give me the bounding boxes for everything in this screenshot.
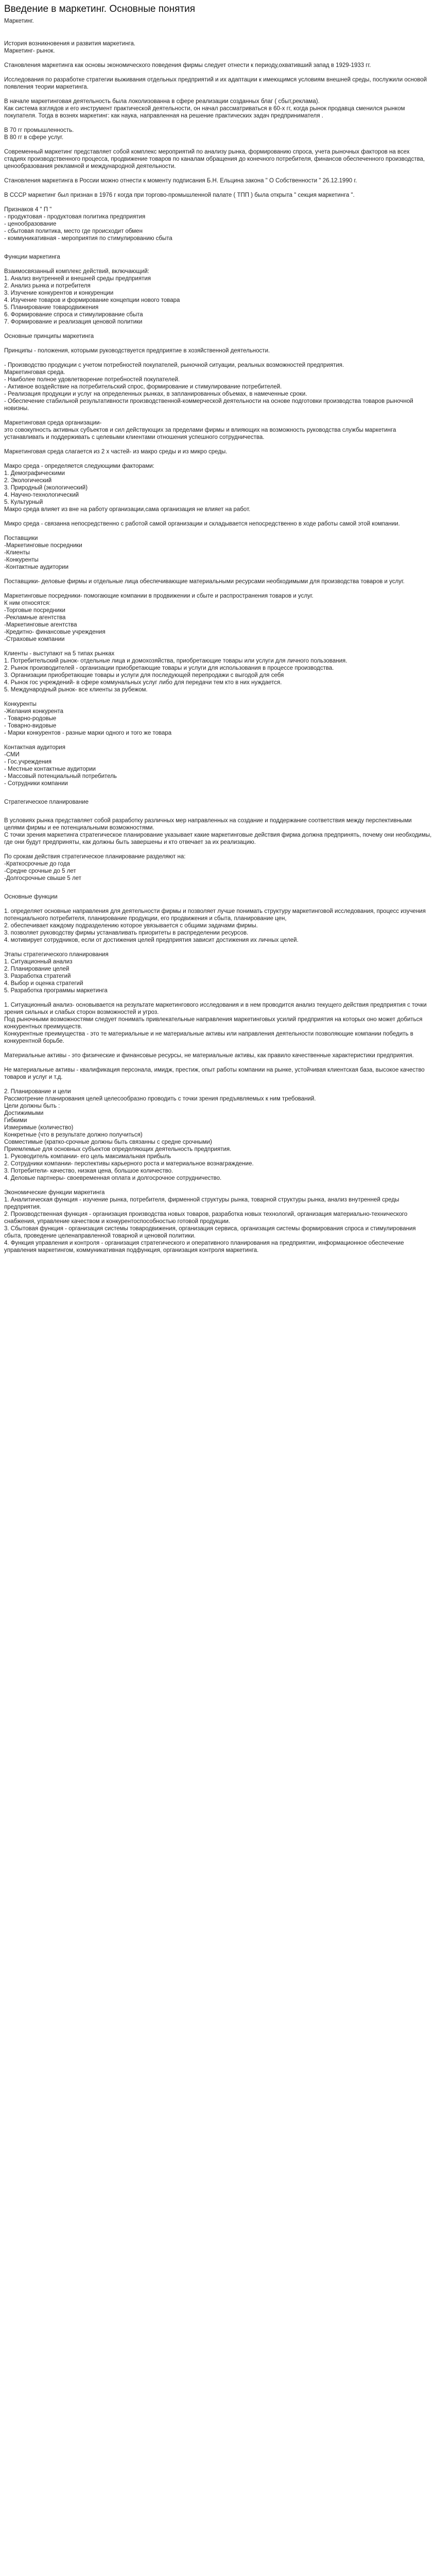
text-block: 2. Планирование и цели Рассмотрение планирования целей целесообразно проводить с точки зрения предъявляемых к ним требований. Цели должны быть : Достижимыми Гибкими Измеримые (количество) Конкретные (что в результате должно получиться) Совместимые (кратко-срочные должны быть связанны с средне срочными) Приемлемые для основных субъектов определяющих деятельность предприятия. 1. Руководитель компании- его цель максимальная прибыль 2. Сотрудники компании- перспективы карьерного роста и материальное вознаграждение. 3. Потребители- качество, низкая цена, большое количество. 4. Деловые партнеры- своевременная оплата и долгосрочное сотрудничество. — [4, 1089, 316, 1181]
text-block: Стратегическое планирование — [4, 799, 89, 805]
page-title: Введение в маркетинг. Основные понятия — [4, 4, 195, 14]
text-block: Функции маркетинга — [4, 254, 60, 260]
text-block: Исследования по разработке стратегии выживания отдельных предприятий и их адаптации к имеющимся условиям внешней среды, послужили основой появления теории маркетинга. — [4, 77, 427, 90]
text-block: Микро среда - связанна непосредственно с работой самой организации и складывается непосредственно в ходе работы самой этой компании. — [4, 521, 400, 527]
text-block: Признаков 4 " П " - продуктовая - продуктовая политика предприятия - ценообразование - сбытовая политика, место где происходит обмен - коммуникативная - мероприятия по стимулированию сбыта — [4, 207, 172, 242]
text-block: Принципы - положения, которыми руководствуется предприятие в хозяйственной деятельности. — [4, 348, 270, 354]
text-block: Современный маркетинг представляет собой комплекс мероприятий по анализу рынка, формированию спроса, учета рыночных факторов на всех стадиях производственного процесса, продвижение товаров по каналам обращения до конечного потребителя, финансов обеспеченного производства, ценообразования рекламной и международной деятельности. — [4, 149, 425, 170]
text-block: 1. определяет основные направления для деятельности фирмы и позволяет лучше понимать структуру маркетинговой исследования, процесс изучения потенциального потребителя, планирование продукции, его продвижения и сбыта, планирование цен, 2. обеспечивает каждому подразделению которое увязывается с общими задачами фирмы. 3. позволяет руководству фирмы устанавливать приоритеты в распределении ресурсов. 4. мотивирует сотрудников, если от достижения целей предприятия зависит достижения их личных целей. — [4, 908, 426, 943]
text-block: В начале маркетинговая деятельность была локолизованна в сфере реализации созданных благ ( сбыт,реклама). Как система взглядов и его инструмент практической деятельности, он начал рассматриваться в 60-х гг, когда рынок продавца сменился рынком покупателя. Тогда в вознях маркетинг: как наука, направленная на решение практических задач предпринимателя . — [4, 98, 405, 119]
text-block: По срокам действия стратегическое планирование разделяют на: -Краткосрочные до года -Средне срочные до 5 лет -Долгосрочные свыше 5 лет — [4, 854, 186, 882]
text-block: В 70 гг промышленность. В 80 гг в сфере услуг. — [4, 127, 74, 141]
text-block: История возникновения и развития маркетинга. Маркетинг- рынок. — [4, 41, 136, 54]
text-block: Становления маркетинга в России можно отнести к моменту подписания Б.Н. Ельцина закона " О Собственности " 26.12.1990 г. — [4, 178, 357, 184]
text-block: Маркетинговые посредники- помогающие компании в продвижении и сбыте и распространения товаров и услуг. К ним относятся: -Торговые посредники -Рекламные агентства -Маркетинговые агентства -Кредитно- финансовые учреждения -Страховые компании — [4, 593, 313, 642]
text-block: Взаимосвязанный комплекс действий, включающий: 1. Анализ внутренней и внешней среды предприятия 2. Анализ рынка и потребителя 3. Изучение конкурентов и конкуренции 4. Изучение товаров и формирование концепции нового товара 5. Планирование товародвижения 6. Формирование спроса и стимулирование сбыта 7. Формирование и реализация ценовой политики — [4, 268, 180, 325]
text-block: Основные функции — [4, 894, 58, 900]
text-block: Становления маркетинга как основы экономического поведения фирмы следует отнести к периоду,охвативший запад в 1929-1933 гг. — [4, 62, 371, 69]
text-block: В СССР маркетинг был признан в 1976 г когда при торгово-промышленной палате ( ТПП ) была открыта " секция маркетинга ". — [4, 192, 355, 198]
text-block: Материальные активы - это физические и финансовые ресурсы, не материальные активы, как правило качественные характеристики предприятия. — [4, 1053, 414, 1059]
text-block: Не материальные активы - квалификация персонала, имидж, престиж, опыт работы компании на рынке, устойчивая клиентская база, высокое качество товаров и услуг и т.д. — [4, 1067, 425, 1080]
text-block: Маркетинговая среда слагается из 2 х частей- из макро среды и из микро среды. — [4, 449, 228, 455]
text-block: Клиенты - выступают на 5 типах рынках 1. Потребительский рынок- отдельные лица и домохозяйства, приобретающие товары или услуги для личного пользования. 2. Рынок производителей - организации приобретающие товары и услуги для использования в процессе производства. 3. Организации приобретающие товары и услуги для последующей перепродажи с выгодой для себя 4. Рынок гос учреждений- в сфере коммунальных услуг либо для передачи тем кто в них нуждается. 5. Международный рынок- все клиенты за рубежом. — [4, 651, 347, 693]
text-block: Экономические функции маркетинга 1. Аналитическая функция - изучение рынка, потребителя, фирменной структуры рынка, товарной структуры рынка, анализ внутренней среды предприятия. 2. Производственная функция - организация производства новых товаров, разработка новых технологий, организация материально-технического снабжения, управление качеством и конкурентоспособностью готовой продукции. 3. Сбытовая функция - организация системы товародвижения, организация сервиса, организация системы формирования спроса и стимулирования сбыта, проведение целенаправленной товарной и ценовой политики. 4. Функция управления и контроля - организация стратегического и оперативного планирования на предприятии, информационное обеспечение управления маркетингом, коммуникативная подфункция, организация контроля маркетинга. — [4, 1190, 416, 1253]
text-block: Конкуренты -Желания конкурента - Товарно-родовые - Товарно-видовые - Марки конкурентов - разные марки одного и того же товара — [4, 701, 172, 736]
text-block: Основные принципы маркетинга — [4, 333, 94, 340]
text-block: Макро среда - определяется следующими факторами: 1. Демографическими 2. Экологический 3. Природный (экологический) 4. Научно-технологический 5. Культурный Макро среда влияет из вне на работу организации,сама организация не влияет на работ. — [4, 463, 251, 513]
text-block: 1. Ситуационный анализ- основывается на результате маркетингового исследования и в нем проводится анализ текущего действия предприятия с точки зрения сильных и слабых сторон возможностей и угроз. Под рыночными возможностями следует понимать привлекательные направления маркетинговых усилий предприятия на которых оно может добиться конкурентных преимуществ. Конкурентные преимущества - это те материальные и не материальные активы или направления деятельности позволяющие компании победить в конкурентной борьбе. — [4, 1002, 427, 1044]
text-block: В условиях рынка представляет собой разработку различных мер направленных на создание и поддержание соответствия между перспективными целями фирмы и ее потенциальными возможностями. С точки зрения маркетинга стратегическое планирование указывает какие маркетинговые действия фирма должна предпринять, почему они необходимы, где они будут предприняты, как должны быть завершены и кто отвечает за их реализацию. — [4, 818, 432, 845]
text-block: Поставщики- деловые фирмы и отдельные лица обеспечивающие материальными ресурсами необходимыми для производства товаров и услуг. — [4, 579, 405, 585]
page-subtitle: Маркетинг. — [4, 18, 34, 24]
text-block: Маркетинговая среда организации- это совокупность активных субъектов и сил действующих за пределами фирмы и влияющих на возможность руководства службы маркетинга устанавливать и поддерживать с целевыми клиентами отношения успешного сотрудничества. — [4, 420, 396, 440]
text-block: Этапы стратегического планирования 1. Ситуационный анализ 2. Планирование целей 3. Разработка стратегий 4. Выбор и оценка стратегий 5. Разработка программы маркетинга — [4, 952, 109, 994]
text-block: - Производство продукции с учетом потребностей покупателей, рыночной ситуации, реальных возможностей предприятия. Маркетинговая среда. - Наиболее полное удовлетворение потребностей покупателей. - Активное воздействие на потребительский спрос, формирование и стимулирование потребителей. - Реализация продукции и услуг на определенных рынках, в запланированных объемах, в намеченные сроки. - Обеспечение стабильной результативности производственной-коммерческой деятельности на основе подготовки производства товаров рыночной новизны. — [4, 362, 413, 412]
document-body — [4, 40, 432, 1254]
text-block: Поставщики -Маркетинговые посредники -Клиенты -Конкуренты -Контактные аудитории — [4, 535, 82, 570]
text-block: Контактная аудитория -СМИ - Гос.учреждения - Местные контактные аудитории - Массовый потенциальный потребитель - Сотрудники компании — [4, 744, 117, 787]
